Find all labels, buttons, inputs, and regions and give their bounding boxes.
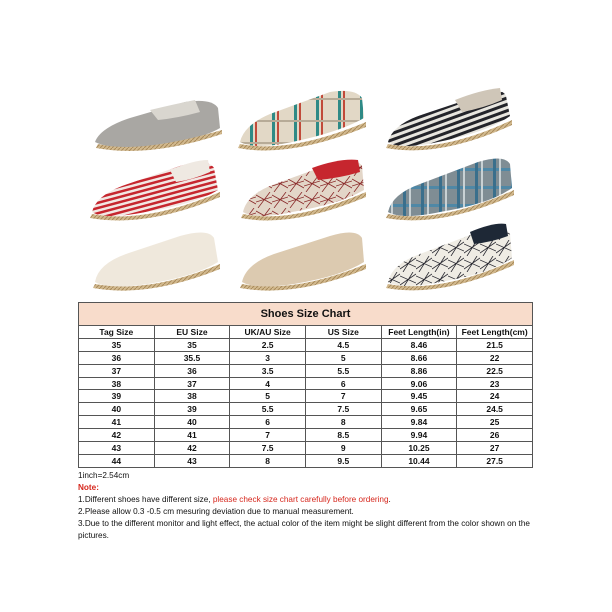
table-cell: 41	[79, 416, 155, 429]
table-cell: 7.5	[230, 442, 306, 455]
table-cell: 27.5	[457, 454, 533, 467]
table-cell: 22	[457, 351, 533, 364]
table-cell: 5.5	[230, 403, 306, 416]
table-cell: 42	[79, 429, 155, 442]
table-cell: 36	[79, 351, 155, 364]
table-cell: 38	[79, 377, 155, 390]
table-cell: 8.66	[381, 351, 457, 364]
shoe-beige-plaid	[238, 91, 366, 151]
table-cell: 43	[79, 442, 155, 455]
table-cell: 7	[230, 429, 306, 442]
note-1	[78, 494, 533, 506]
table-cell: 41	[154, 429, 230, 442]
size-chart-header-row	[79, 326, 533, 339]
shoe-scribble-red	[241, 160, 366, 221]
table-row	[79, 403, 533, 416]
shoe-product-grid	[0, 0, 612, 300]
table-row	[79, 364, 533, 377]
table-cell: 8	[230, 454, 306, 467]
table-cell: 40	[154, 416, 230, 429]
table-cell: 7	[305, 390, 381, 403]
table-cell: 2.5	[230, 338, 306, 351]
table-cell: 21.5	[457, 338, 533, 351]
header-eu-size: EU Size	[154, 326, 230, 339]
table-cell: 6	[230, 416, 306, 429]
table-cell: 24	[457, 390, 533, 403]
table-cell: 9.06	[381, 377, 457, 390]
table-cell: 37	[79, 364, 155, 377]
note-1-warning: please check size chart carefully before ordering	[212, 494, 389, 504]
table-cell: 39	[154, 403, 230, 416]
shoe-scribble-dark	[386, 224, 514, 291]
table-cell: 10.25	[381, 442, 457, 455]
table-cell: 8.86	[381, 364, 457, 377]
table-cell: 35	[154, 338, 230, 351]
table-cell: 39	[79, 390, 155, 403]
table-cell: 24.5	[457, 403, 533, 416]
table-cell: 9.5	[305, 454, 381, 467]
table-cell: 40	[79, 403, 155, 416]
table-cell: 8.46	[381, 338, 457, 351]
table-cell: 23	[457, 377, 533, 390]
shoe-blue-plaid	[386, 158, 514, 220]
header-us-size: US Size	[305, 326, 381, 339]
note-1-end: .	[388, 494, 391, 504]
table-row	[79, 338, 533, 351]
size-notes	[78, 470, 533, 542]
table-cell: 44	[79, 454, 155, 467]
table-cell: 42	[154, 442, 230, 455]
conversion-note: 1inch=2.54cm	[78, 470, 130, 480]
table-cell: 5	[305, 351, 381, 364]
size-chart	[78, 302, 533, 542]
shoe-black-white-stripe	[386, 88, 512, 150]
table-row	[79, 429, 533, 442]
table-row	[79, 351, 533, 364]
table-row	[79, 454, 533, 467]
table-cell: 43	[154, 454, 230, 467]
table-cell: 8	[305, 416, 381, 429]
table-cell: 38	[154, 390, 230, 403]
table-cell: 4.5	[305, 338, 381, 351]
table-cell: 7.5	[305, 403, 381, 416]
table-cell: 36	[154, 364, 230, 377]
shoe-red-white-stripe	[90, 160, 220, 220]
shoe-gray-linen	[95, 100, 222, 151]
header-tag-size: Tag Size	[79, 326, 155, 339]
table-cell: 9.45	[381, 390, 457, 403]
note-1-text: 1.Different shoes have different size,	[78, 494, 213, 504]
table-cell: 35	[79, 338, 155, 351]
table-cell: 9.65	[381, 403, 457, 416]
table-cell: 5	[230, 390, 306, 403]
table-cell: 3.5	[230, 364, 306, 377]
table-row	[79, 377, 533, 390]
table-cell: 3	[230, 351, 306, 364]
shoe-cream-canvas	[93, 232, 220, 290]
table-cell: 5.5	[305, 364, 381, 377]
table-row	[79, 390, 533, 403]
table-cell: 10.44	[381, 454, 457, 467]
note-2: 2.Please allow 0.3 -0.5 cm mesuring deviation due to manual measurement.	[78, 506, 354, 516]
header-uk-au-size: UK/AU Size	[230, 326, 306, 339]
table-cell: 27	[457, 442, 533, 455]
table-cell: 25	[457, 416, 533, 429]
table-cell: 6	[305, 377, 381, 390]
table-cell: 35.5	[154, 351, 230, 364]
size-chart-table	[78, 325, 533, 468]
note-label: Note:	[78, 482, 99, 492]
table-cell: 26	[457, 429, 533, 442]
table-cell: 9.94	[381, 429, 457, 442]
note-3: 3.Due to the different monitor and light effect, the actual color of the item might be slight different from the color shown on the pictures.	[78, 518, 530, 540]
table-cell: 37	[154, 377, 230, 390]
table-row	[79, 442, 533, 455]
table-cell: 4	[230, 377, 306, 390]
header-feet-length-in: Feet Length(in)	[381, 326, 457, 339]
table-row	[79, 416, 533, 429]
table-cell: 9	[305, 442, 381, 455]
header-feet-length-cm: Feet Length(cm)	[457, 326, 533, 339]
table-cell: 8.5	[305, 429, 381, 442]
table-cell: 9.84	[381, 416, 457, 429]
shoe-tan-linen	[240, 232, 366, 290]
table-cell: 22.5	[457, 364, 533, 377]
size-chart-title: Shoes Size Chart	[78, 302, 533, 325]
